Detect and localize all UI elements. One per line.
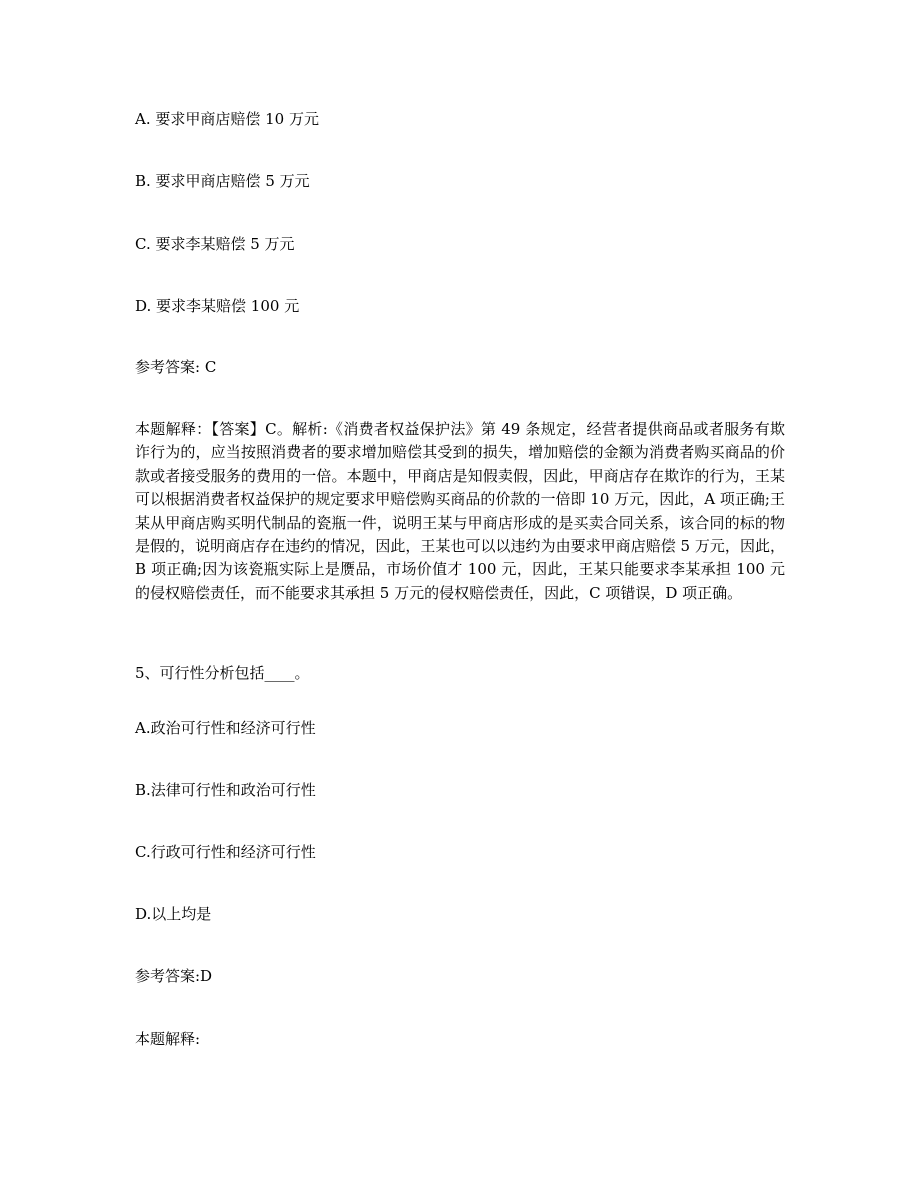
q5-question: 5、可行性分析包括____。	[135, 664, 310, 682]
q4-option-a: A. 要求甲商店赔偿 10 万元	[135, 110, 319, 128]
q4-explanation: 本题解释：【答案】C。解析:《消费者权益保护法》第 49 条规定，经营者提供商品或者服务有欺诈行为的，应当按照消费者的要求增加赔偿其受到的损失，增加赔偿的金额为消费者购买商品的价款或者接受服务的费用的一倍。本题中，甲商店是知假卖假，因此，甲商店存在欺诈的行为，王某可以根据消费者权益保护的规定要求甲赔偿购买商品的价款的一倍即 10 万元，因此，A 项正确;王某从甲商店购买明代制品的瓷瓶一件，说明王某与甲商店形成的是买卖合同关系，该合同的标的物是假的，说明商店存在违约的情况，因此，王某也可以以违约为由要求甲商店赔偿 5 万元，因此，B 项正确;因为该瓷瓶实际上是赝品，市场价值才 100 元，因此，王某只能要求李某承担 100 元的侵权赔偿责任，而不能要求其承担 5 万元的侵权赔偿责任，因此，C 项错误，D 项正确。	[135, 420, 785, 602]
q5-option-d: D.以上均是	[135, 905, 212, 923]
q4-option-c: C. 要求李某赔偿 5 万元	[135, 235, 295, 253]
q5-answer: 参考答案:D	[135, 967, 213, 985]
q4-answer: 参考答案: C	[135, 358, 217, 376]
q5-explanation: 本题解释:	[135, 1030, 201, 1048]
q5-option-b: B.法律可行性和政治可行性	[135, 781, 316, 799]
q5-option-a: A.政治可行性和经济可行性	[135, 719, 316, 737]
q4-option-d: D. 要求李某赔偿 100 元	[135, 297, 300, 315]
q4-option-b: B. 要求甲商店赔偿 5 万元	[135, 172, 310, 190]
q5-option-c: C.行政可行性和经济可行性	[135, 843, 316, 861]
